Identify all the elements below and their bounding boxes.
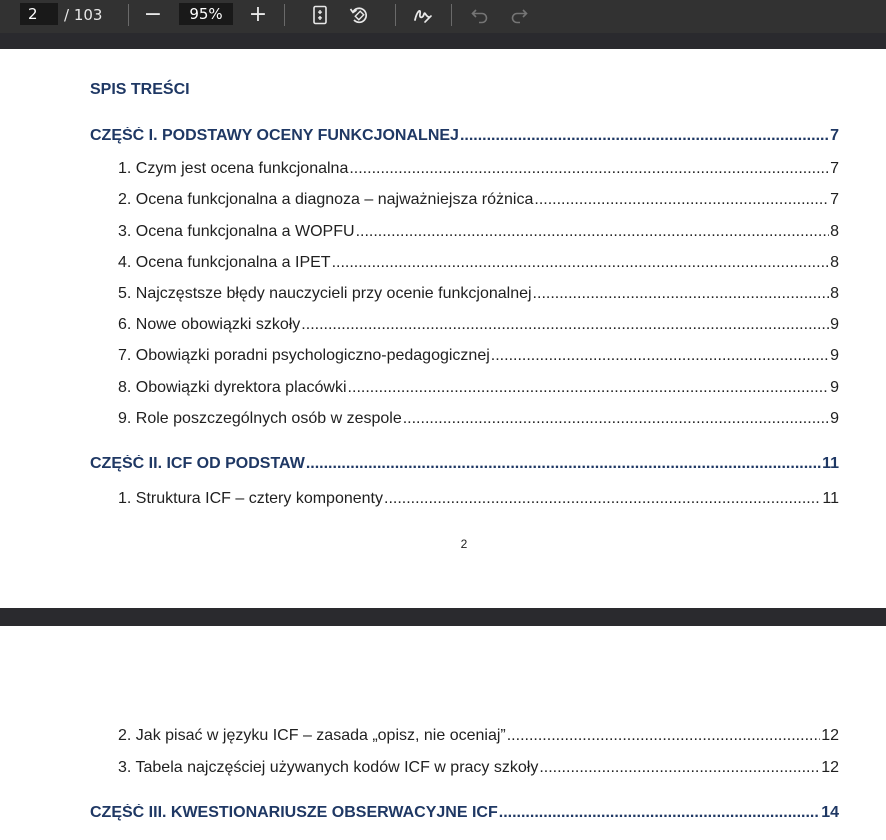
toc-entry[interactable]	[118, 160, 839, 178]
page-count: / 103	[64, 6, 103, 24]
fit-page-icon	[311, 5, 329, 25]
toc-leader	[384, 490, 821, 508]
toc-leader	[507, 727, 820, 745]
toc-entry[interactable]	[90, 455, 839, 473]
toc-entry-title: 1. Czym jest ocena funkcjonalna	[118, 160, 349, 177]
toc-entry-page: 14	[821, 804, 839, 821]
minus-icon: −	[143, 2, 163, 27]
toc-entry[interactable]	[118, 490, 839, 508]
toc-entry[interactable]	[118, 316, 839, 334]
toc-entry-title: 4. Ocena funkcjonalna a IPET	[118, 254, 331, 271]
toc-leader	[356, 223, 830, 241]
toc-entry[interactable]	[118, 727, 839, 745]
toc-leader	[301, 316, 829, 334]
toc-entry-title: 3. Ocena funkcjonalna a WOPFU	[118, 223, 355, 240]
toc-entry-page: 7	[830, 191, 839, 208]
toc-entry-title: 6. Nowe obowiązki szkoły	[118, 316, 301, 333]
rotate-button[interactable]	[346, 2, 372, 28]
toc-entry-title: 3. Tabela najczęściej używanych kodów ICF w pracy szkoły	[118, 759, 539, 776]
toc-leader	[403, 410, 829, 428]
toc-entry-page: 12	[821, 727, 839, 744]
page-number-input[interactable]: 2	[20, 3, 58, 25]
toc-leader	[348, 379, 830, 397]
toc-entry-title: 2. Jak pisać w języku ICF – zasada „opisz, nie oceniaj”	[118, 727, 506, 744]
toc-entry-title: 7. Obowiązki poradni psychologiczno-pedagogicznej	[118, 347, 490, 364]
toolbar-divider	[284, 4, 285, 26]
toc-entry[interactable]	[118, 379, 839, 397]
toc-entry[interactable]	[118, 223, 839, 241]
toc-entry-page: 8	[830, 254, 839, 271]
zoom-level-input[interactable]: 95%	[179, 3, 233, 25]
toc-entry-title: 8. Obowiązki dyrektora placówki	[118, 379, 347, 396]
toc-leader	[332, 254, 830, 272]
toc-entry-page: 11	[822, 455, 839, 472]
undo-icon	[470, 6, 490, 24]
toc-entry[interactable]	[118, 347, 839, 365]
toc-entry-title: 2. Ocena funkcjonalna a diagnoza – najważniejsza różnica	[118, 191, 534, 208]
toc-leader	[539, 759, 820, 777]
toc-entry-page: 9	[830, 347, 839, 364]
toc-entry-page: 12	[821, 759, 839, 776]
toc-entry[interactable]	[118, 285, 839, 303]
toc-heading: SPIS TREŚCI	[90, 81, 190, 98]
zoom-out-button[interactable]	[140, 2, 166, 28]
toc-entry-title: 5. Najczęstsze błędy nauczycieli przy ocenie funkcjonalnej	[118, 285, 532, 302]
toc-leader	[499, 804, 820, 822]
toc-entry[interactable]	[118, 191, 839, 209]
toc-entry-page: 7	[830, 160, 839, 177]
toc-entry[interactable]	[90, 127, 839, 145]
pdf-page	[0, 49, 886, 608]
page-footer-number: 2	[460, 537, 468, 551]
toc-leader	[534, 191, 829, 209]
toc-entry-page: 8	[830, 223, 839, 240]
toc-entry-page: 9	[830, 410, 839, 427]
toc-entry[interactable]	[118, 410, 839, 428]
toc-entry-title: CZĘŚĆ I. PODSTAWY OCENY FUNKCJONALNEJ	[90, 127, 459, 144]
undo-button[interactable]	[467, 2, 493, 28]
toc-leader	[306, 455, 821, 473]
pdf-page	[0, 626, 886, 840]
toolbar-divider	[128, 4, 129, 26]
toc-entry-title: 9. Role poszczególnych osób w zespole	[118, 410, 402, 427]
redo-button[interactable]	[506, 2, 532, 28]
rotate-icon	[348, 4, 370, 26]
plus-icon: +	[248, 2, 268, 27]
pdf-toolbar	[0, 0, 886, 33]
toc-entry-title: 1. Struktura ICF – cztery komponenty	[118, 490, 383, 507]
redo-icon	[509, 6, 529, 24]
toc-entry[interactable]	[90, 804, 839, 822]
toc-entry-page: 9	[830, 316, 839, 333]
toc-entry-page: 9	[830, 379, 839, 396]
toc-entry[interactable]	[118, 759, 839, 777]
toc-leader	[349, 160, 829, 178]
toc-entry-page: 7	[830, 127, 839, 144]
fit-page-button[interactable]	[307, 2, 333, 28]
zoom-in-button[interactable]	[245, 2, 271, 28]
toc-entry[interactable]	[118, 254, 839, 272]
toolbar-divider	[451, 4, 452, 26]
toc-entry-title: CZĘŚĆ II. ICF OD PODSTAW	[90, 455, 305, 472]
toc-leader	[491, 347, 829, 365]
toolbar-divider	[395, 4, 396, 26]
toc-entry-page: 11	[822, 490, 839, 507]
draw-button[interactable]	[410, 2, 436, 28]
toc-entry-page: 8	[830, 285, 839, 302]
toc-entry-title: CZĘŚĆ III. KWESTIONARIUSZE OBSERWACYJNE ICF	[90, 804, 498, 821]
toc-leader	[460, 127, 829, 145]
draw-icon	[412, 5, 434, 25]
toc-leader	[533, 285, 830, 303]
